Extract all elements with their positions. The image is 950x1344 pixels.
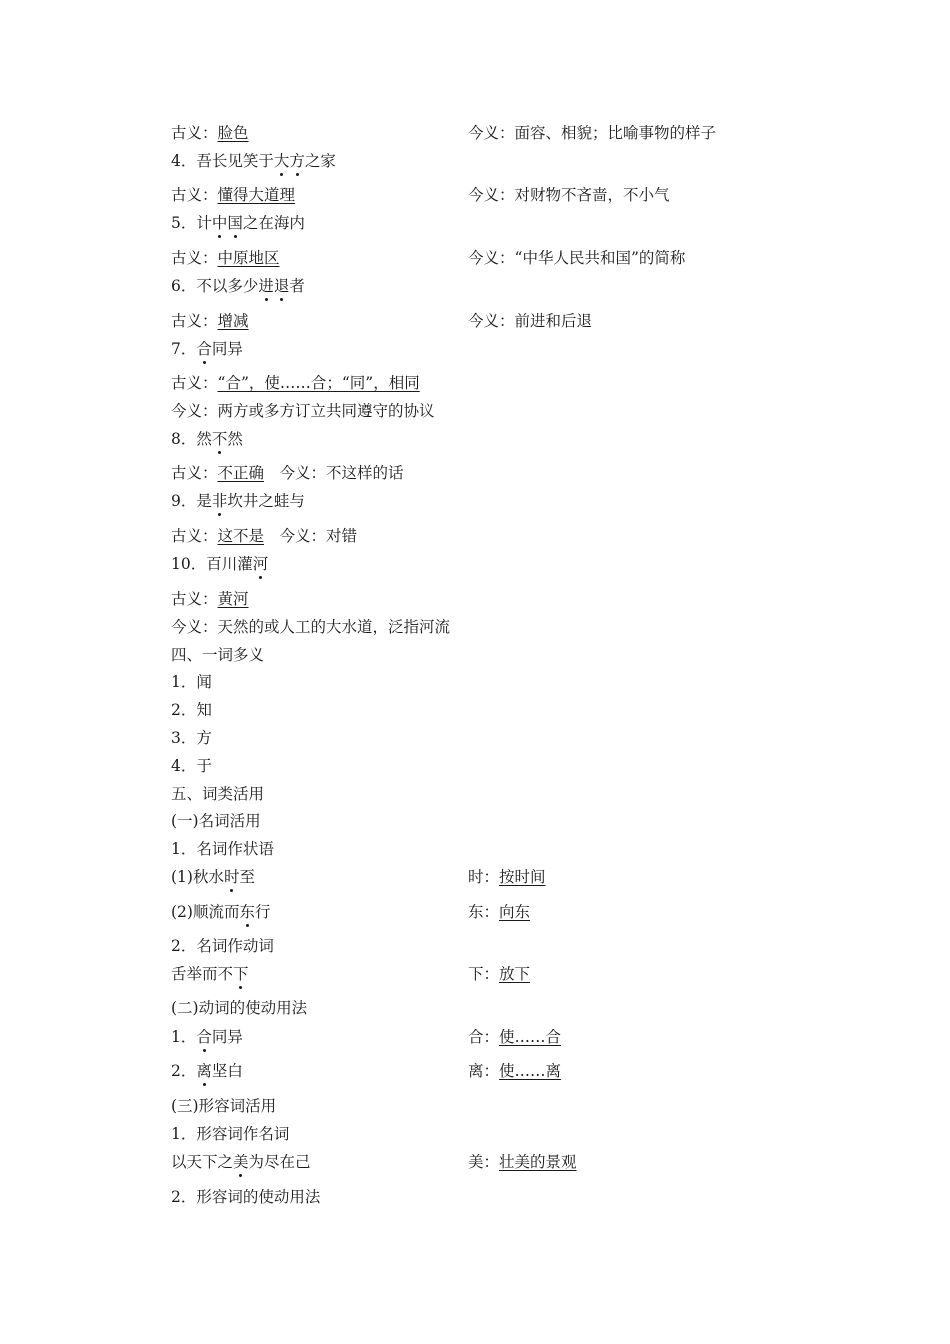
gloss-modern-meaning: 今义：前进和后退 xyxy=(468,312,593,330)
gloss-modern-meaning: 今义：面容、相貌；比喻事物的样子 xyxy=(468,124,717,142)
word-gloss: 下：放下 xyxy=(468,965,531,983)
section-heading: 四、一词多义 xyxy=(171,646,265,664)
list-item: 4．于 xyxy=(171,757,212,775)
gloss-modern-meaning: 今义：对财物不吝啬，不小气 xyxy=(468,186,670,204)
subsection-heading: (二)动词的使动用法 xyxy=(171,999,308,1017)
subsection-item: 2．名词作动词 xyxy=(171,937,274,955)
word-gloss: 时：按时间 xyxy=(468,868,546,886)
subsection-item: 2．形容词的使动用法 xyxy=(171,1188,321,1206)
example-sentence: 1．合同异 xyxy=(171,1028,243,1046)
emphasis-char: 非 xyxy=(211,492,228,510)
emphasis-char: 进 xyxy=(258,277,274,295)
example-sentence: 以天下之美为尽在己 xyxy=(171,1153,311,1171)
emphasis-char: 国 xyxy=(227,214,243,232)
subsection-heading: (一)名词活用 xyxy=(171,812,261,830)
word-gloss: 美：壮美的景观 xyxy=(468,1153,577,1171)
emphasis-char: 东 xyxy=(239,903,255,921)
emphasis-char: 大 xyxy=(273,152,290,170)
emphasis-char: 中 xyxy=(211,214,228,232)
example-sentence-7: 7．合同异 xyxy=(171,340,243,358)
gloss-modern-meaning: 今义：“中华人民共和国”的简称 xyxy=(468,249,686,267)
emphasis-char: 合 xyxy=(196,1028,212,1046)
emphasis-char: 离 xyxy=(196,1062,212,1080)
example-sentence: (2)顺流而东行 xyxy=(171,903,271,921)
list-item: 2．知 xyxy=(171,701,212,719)
list-item: 3．方 xyxy=(171,729,212,747)
example-sentence-9: 9．是非坎井之蛙与 xyxy=(171,492,305,510)
emphasis-char: 方 xyxy=(289,152,305,170)
gloss-line: 古义：这不是 今义：对错 xyxy=(171,527,358,545)
example-sentence-5: 5．计中国之在海内 xyxy=(171,214,305,232)
section-heading: 五、词类活用 xyxy=(171,785,265,803)
example-sentence: 2．离坚白 xyxy=(171,1062,243,1080)
gloss-modern-meaning: 今义：天然的或人工的大水道，泛指河流 xyxy=(171,618,451,636)
example-sentence-8: 8．然不然 xyxy=(171,430,243,448)
gloss-ancient-meaning: 古义：中原地区 xyxy=(171,249,280,267)
emphasis-char: 下 xyxy=(233,965,249,983)
emphasis-char: 退 xyxy=(273,277,290,295)
example-sentence-10: 10．百川灌河 xyxy=(171,555,269,573)
gloss-ancient-meaning: 古义：黄河 xyxy=(171,590,249,608)
gloss-ancient-meaning: 古义：懂得大道理 xyxy=(171,186,296,204)
gloss-line: 古义：不正确 今义：不这样的话 xyxy=(171,464,404,482)
word-gloss: 合：使……合 xyxy=(468,1028,562,1046)
word-gloss: 东：向东 xyxy=(468,903,531,921)
word-gloss: 离：使……离 xyxy=(468,1062,562,1080)
ancient-meaning-value: 脸色 xyxy=(217,124,249,142)
emphasis-char: 不 xyxy=(211,430,228,448)
list-item: 1．闻 xyxy=(171,673,212,691)
subsection-item: 1．形容词作名词 xyxy=(171,1125,290,1143)
emphasis-char: 美 xyxy=(233,1153,249,1171)
subsection-item: 1．名词作状语 xyxy=(171,840,274,858)
gloss-ancient-meaning: 古义：增减 xyxy=(171,312,249,330)
gloss-modern-meaning: 今义：两方或多方订立共同遵守的协议 xyxy=(171,402,435,420)
emphasis-char: 时 xyxy=(223,868,240,886)
gloss-ancient-meaning: 古义：脸色 xyxy=(171,124,249,142)
emphasis-char: 合 xyxy=(196,340,212,358)
gloss-ancient-meaning: 古义：“合”，使……合；“同”，相同 xyxy=(171,374,420,392)
example-sentence-6: 6．不以多少进退者 xyxy=(171,277,305,295)
emphasis-char: 河 xyxy=(252,555,269,573)
example-sentence: (1)秋水时至 xyxy=(171,868,255,886)
subsection-heading: (三)形容词活用 xyxy=(171,1097,277,1115)
example-sentence: 舌举而不下 xyxy=(171,965,249,983)
example-sentence-4: 4．吾长见笑于大方之家 xyxy=(171,152,336,170)
